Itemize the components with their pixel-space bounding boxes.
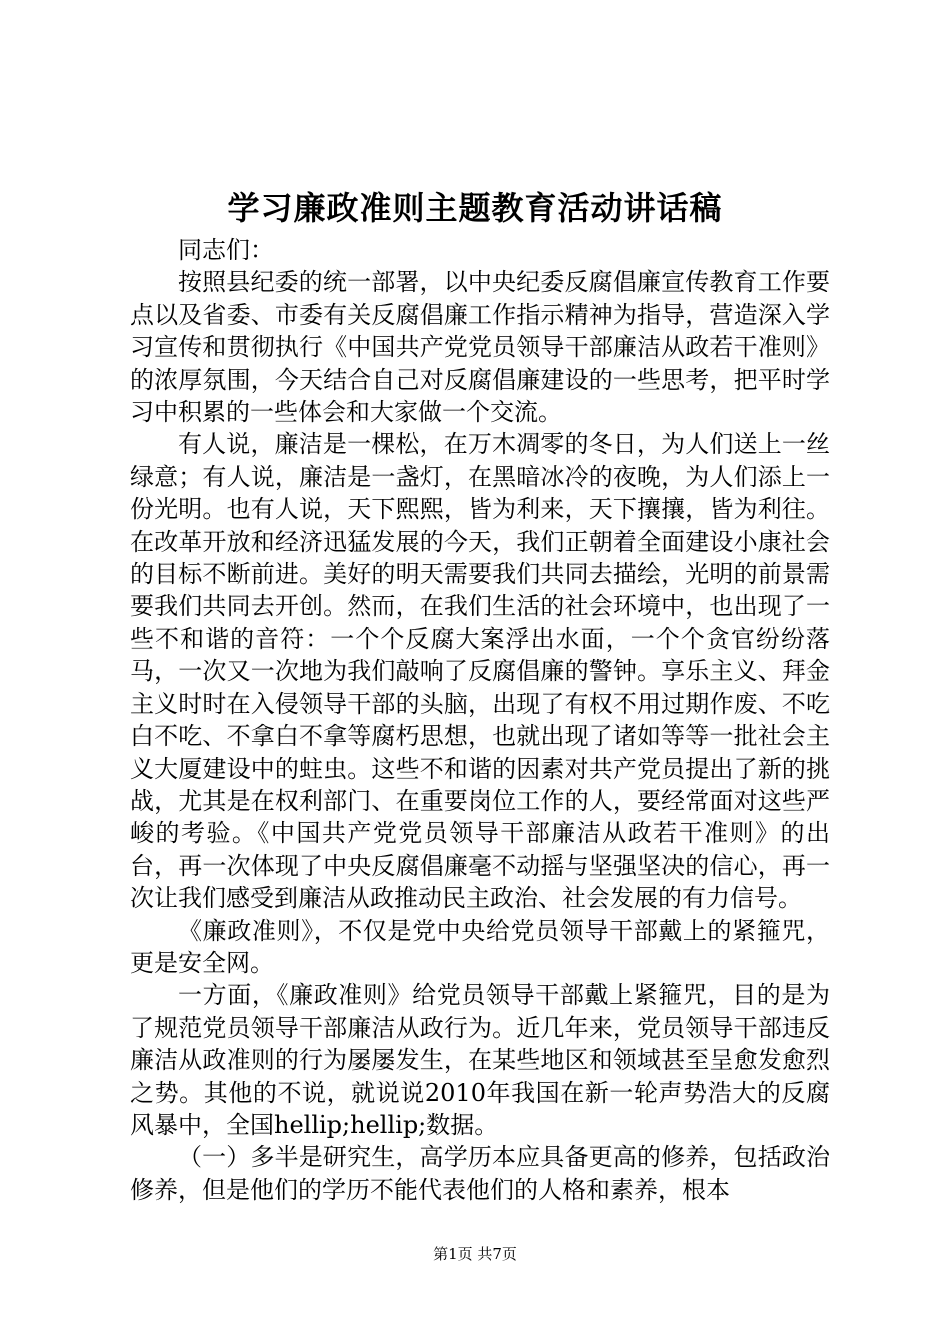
document-body — [130, 234, 830, 1206]
body-paragraph: （一）多半是研究生，高学历本应具备更高的修养，包括政治修养，但是他们的学历不能代表他们的人格和素养，根本 — [130, 1143, 830, 1204]
intro-paragraph: 按照县纪委的统一部署，以中央纪委反腐倡廉宣传教育工作要点以及省委、市委有关反腐倡廉工作指示精神为指导，营造深入学习宣传和贯彻执行《中国共产党党员领导干部廉洁从政若干准则》的浓厚氛围，今天结合自己对反腐倡廉建设的一些思考，把平时学习中积累的一些体会和大家做一个交流。 — [130, 268, 830, 427]
body-paragraph: 一方面，《廉政准则》给党员领导干部戴上紧箍咒，目的是为了规范党员领导干部廉洁从政行为。近几年来，党员领导干部违反廉洁从政准则的行为屡屡发生，在某些地区和领域甚至呈愈发愈烈之势。其他的不说，就说说2010年我国在新一轮声势浩大的反腐风暴中，全国hellip;hellip;数据。 — [130, 981, 830, 1139]
salutation-paragraph: 同志们： — [178, 236, 274, 264]
body-paragraph: 《廉政准则》，不仅是党中央给党员领导干部戴上的紧箍咒，更是安全网。 — [130, 916, 830, 977]
document-title: 学习廉政准则主题教育活动讲话稿 — [227, 189, 723, 227]
body-paragraph: 有人说，廉洁是一棵松，在万木凋零的冬日，为人们送上一丝绿意；有人说，廉洁是一盏灯，在黑暗冰冷的夜晚，为人们添上一份光明。也有人说，天下熙熙，皆为利来，天下攘攘，皆为利往。在改革开放和经济迅猛发展的今天，我们正朝着全面建设小康社会的目标不断前进。美好的明天需要我们共同去描绘，光明的前景需要我们共同去开创。然而，在我们生活的社会环境中，也出现了一些不和谐的音符：一个个反腐大案浮出水面，一个个贪官纷纷落马，一次又一次地为我们敲响了反腐倡廉的警钟。享乐主义、拜金主义时时在入侵领导干部的头脑，出现了有权不用过期作废、不吃白不吃、不拿白不拿等腐朽思想，也就出现了诸如等等一批社会主义大厦建设中的蛀虫。这些不和谐的因素对共产党员提出了新的挑战，尤其是在权利部门、在重要岗位工作的人，要经常面对这些严峻的考验。《中国共产党党员领导干部廉洁从政若干准则》的出台，再一次体现了中央反腐倡廉毫不动摇与坚强坚决的信心，再一次让我们感受到廉洁从政推动民主政治、社会发展的有力信号。 — [130, 430, 830, 913]
page-number-footer: 第1页 共7页 — [433, 1245, 517, 1263]
